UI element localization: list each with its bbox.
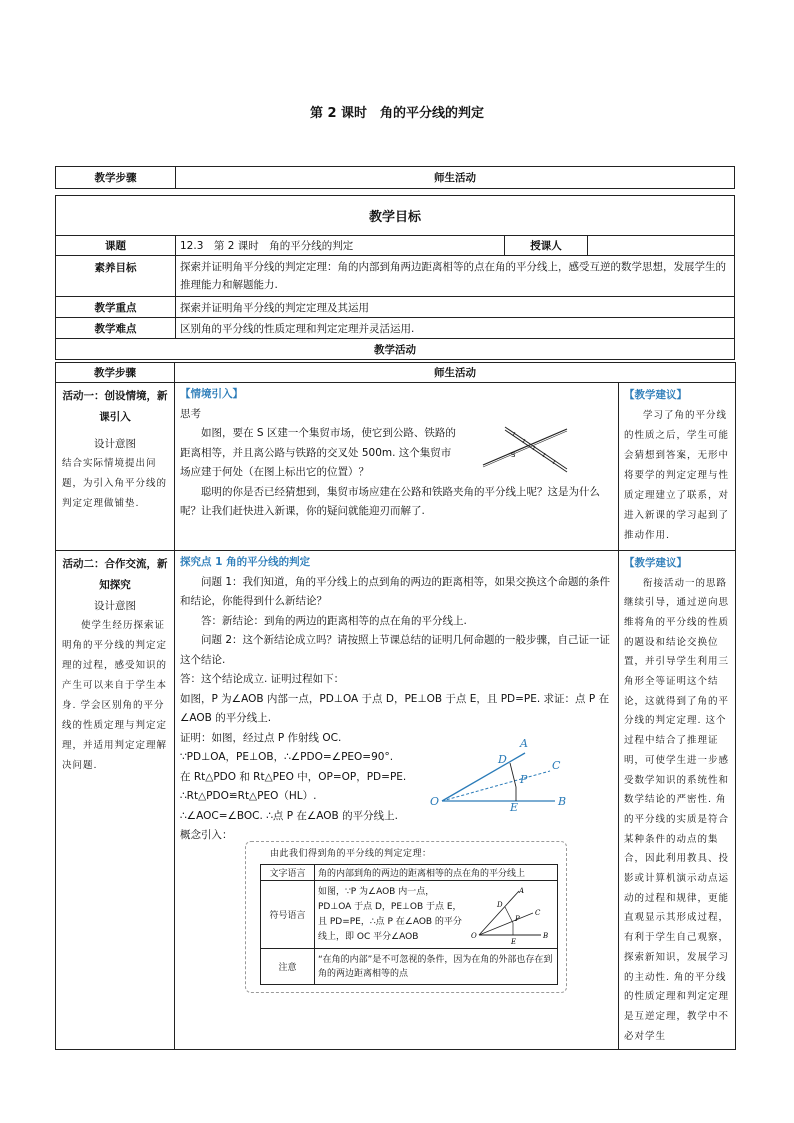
act2-suggest-cell xyxy=(619,551,736,1050)
theorem-row1-label: 文字语言 xyxy=(261,865,315,881)
theorem-row3-text: “在角的内部”是不可忽视的条件，因为在角的外部也存在到角的两边距离相等的点 xyxy=(315,949,558,985)
mini-label-A: A xyxy=(519,887,525,895)
act2-proof-3: 在 Rt△PDO 和 Rt△PEO 中，OP=OP，PD=PE. xyxy=(180,770,407,783)
label-O: O xyxy=(430,795,440,808)
act1-paragraph-2: 聪明的你是否已经猜想到，集贸市场应建在公路和铁路夹角的平分线上呢？这是为什么呢？让我们赶快进入新课，你的疑问就能迎刃而解了. xyxy=(180,485,600,517)
theorem-row3-label: 注意 xyxy=(261,949,315,985)
topic-label: 课题 xyxy=(56,236,176,256)
label-A: A xyxy=(520,737,528,750)
act2-name: 活动二：合作交流，新知探究 xyxy=(62,558,168,591)
act2-point-title: 探究点 1 角的平分线的判定 xyxy=(180,556,311,568)
mini-label-O: O xyxy=(471,932,477,940)
act2-content-cell xyxy=(175,551,619,1050)
theorem-box xyxy=(245,841,567,993)
s-label: S xyxy=(511,451,516,459)
theorem-box-title: 由此我们得到角的平分线的判定定理： xyxy=(270,849,432,859)
angle-bisector-figure xyxy=(430,731,610,811)
mini-label-P: P xyxy=(515,915,520,923)
act2-answer-1: 答：新结论：到角的两边的距离相等的点在角的平分线上. xyxy=(201,614,467,627)
key-value: 探索并证明角平分线的判定定理及其运用 xyxy=(176,297,735,318)
act2-design-label: 设计意图 xyxy=(94,600,136,612)
header-step: 教学步骤 xyxy=(56,167,176,189)
theorem-table xyxy=(260,864,558,985)
mini-label-B: B xyxy=(543,932,549,940)
act1-content-cell xyxy=(175,383,619,551)
literacy-value: 探索并证明角平分线的判定定理：角的内部到角两边距离相等的点在角的平分线上，感受互逆的数学思想，发展学生的推理能力和解题能力. xyxy=(176,256,735,297)
act2-proof-2: ∵PD⊥OA，PE⊥OB，∴∠PDO=∠PEO=90°. xyxy=(180,751,394,763)
act1-suggest-text: 学习了角的平分线的性质之后，学生可能会猜想到答案，无形中将要学的判定定理与性质定理建立了联系，对进入新课的学习起到了推动作用. xyxy=(624,409,730,541)
activities-table xyxy=(55,362,736,1050)
act2-proof-5: ∴∠AOC=∠BOC. ∴点 P 在∠AOB 的平分线上. xyxy=(180,809,398,822)
header-table xyxy=(55,166,735,189)
act2-step-cell xyxy=(56,551,175,1050)
label-E: E xyxy=(510,801,519,811)
act1-paragraph-1: 如图，要在 S 区建一个集贸市场，使它到公路、铁路的距离相等，并且离公路与铁路的交叉处 500m. 这个集贸市场应建于何处（在图上标出它的位置）？ xyxy=(180,427,456,478)
act1-think: 思考 xyxy=(180,407,201,420)
label-C: C xyxy=(552,759,561,772)
act2-question-2: 问题 2：这个新结论成立吗？请按照上节课总结的证明几何命题的一般步骤，自己证一证这个结论. xyxy=(180,634,611,666)
activities-heading: 教学活动 xyxy=(56,339,735,360)
theorem-row2-cell xyxy=(315,881,558,949)
goals-heading: 教学目标 xyxy=(56,196,735,236)
road-rail-figure xyxy=(475,423,575,473)
mini-label-D: D xyxy=(497,901,503,909)
mini-label-C: C xyxy=(535,909,541,917)
mini-angle-figure xyxy=(469,887,555,945)
act1-suggest-title: 【教学建议】 xyxy=(624,389,687,401)
act1-name: 活动一：创设情境，新课引入 xyxy=(62,390,168,423)
label-B: B xyxy=(558,795,567,808)
theorem-row2-text: 如图，∵P 为∠AOB 内一点，PD⊥OA 于点 D，PE⊥OB 于点 E，且 PD=PE，∴点 P 在∠AOB 的平分线上，即 OC 平分∠AOB xyxy=(318,886,462,942)
act-header-step: 教学步骤 xyxy=(56,363,175,383)
act2-proof-1: 证明：如图，经过点 P 作射线 OC. xyxy=(180,731,342,744)
teacher-label: 授课人 xyxy=(505,236,588,256)
act1-suggest-cell xyxy=(619,383,736,551)
teacher-value xyxy=(588,236,735,256)
key-label: 教学重点 xyxy=(56,297,176,318)
difficulty-label: 教学难点 xyxy=(56,318,176,339)
act2-suggest-title: 【教学建议】 xyxy=(624,557,687,569)
act2-design-text: 使学生经历探索证明角的平分线的判定定理的过程，感受知识的产生可以来自于学生本身. 学会区别角的平分线的性质定理与判定定理，并适用判定定理解决问题. xyxy=(62,620,168,771)
goals-table xyxy=(55,195,735,360)
topic-value: 12.3 第 2 课时 角的平分线的判定 xyxy=(176,236,505,256)
mini-label-E: E xyxy=(511,938,517,945)
act-header-activity: 师生活动 xyxy=(175,363,736,383)
difficulty-value: 区别角的平分线的性质定理和判定定理并灵活运用. xyxy=(176,318,735,339)
act1-step-cell xyxy=(56,383,175,551)
theorem-row2-label: 符号语言 xyxy=(261,881,315,949)
act2-answer-2: 答：这个结论成立. 证明过程如下： xyxy=(180,673,345,685)
act1-tag: 【情境引入】 xyxy=(180,388,243,400)
act2-question-1: 问题 1：我们知道，角的平分线上的点到角的两边的距离相等，如果交换这个命题的条件和结论，你能得到什么新结论？ xyxy=(180,575,611,607)
label-D: D xyxy=(498,753,507,766)
act2-given: 如图，P 为∠AOB 内部一点，PD⊥OA 于点 D，PE⊥OB 于点 E，且 PD=PE. 求证：点 P 在∠AOB 的平分线上. xyxy=(180,692,610,724)
literacy-label: 素养目标 xyxy=(56,256,176,297)
page-title: 第 2 课时 角的平分线的判定 xyxy=(309,106,485,121)
act2-concept: 概念引入： xyxy=(180,829,233,841)
act1-design-label: 设计意图 xyxy=(94,438,136,450)
act2-suggest-text: 衔接活动一的思路继续引导，通过逆向思维将角的平分线的性质的题设和结论交换位置，并引导学生利用三角形全等证明这个结论，这就得到了角的平分线的判定定理. 这个过程中结合了推理证明，可使学生进一步感受数学知识的系统性和数学结论的严密性. 角的平分线的实质是符合某种条件的动点的集合，因此利用教具、投影或计算机演示动点运动的过程和规律，更能直观显示其形成过程，有利于学生自己观察，探索新知识，发展学习的主动性. 角的平分线的性质定理和判定定理是互逆定理，教学中不必对学生 xyxy=(624,577,730,1042)
act1-design-text: 结合实际情境提出问题，为引入角平分线的判定定理做铺垫. xyxy=(62,458,168,509)
theorem-row1-text: 角的内部到角的两边的距离相等的点在角的平分线上 xyxy=(315,865,558,881)
act2-proof-4: ∴Rt△PDO≌Rt△PEO（HL）. xyxy=(180,790,317,802)
label-P: P xyxy=(520,773,528,786)
header-activity: 师生活动 xyxy=(176,167,735,189)
